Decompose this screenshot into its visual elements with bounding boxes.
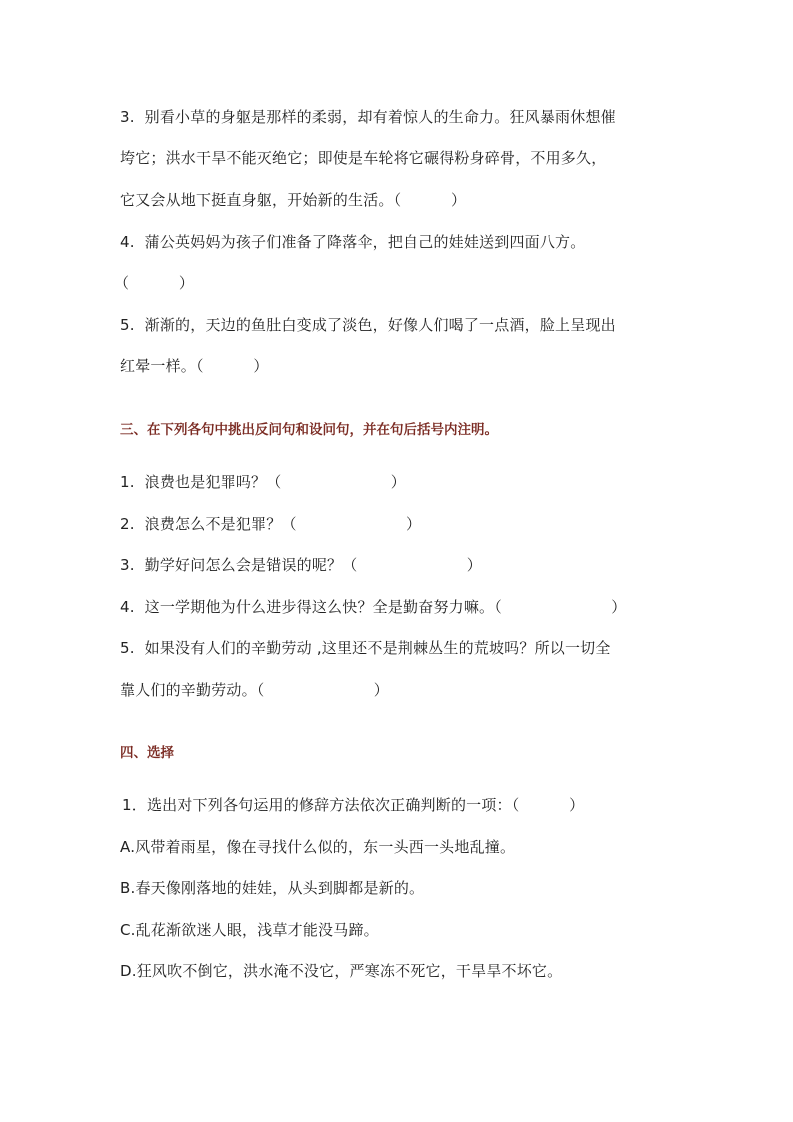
choice-question: 1．选出对下列各句运用的修辞方法依次正确判断的一项：（ ）	[122, 796, 585, 814]
q3-item-5-line-1: 5. 如果没有人们的辛勤劳动 ,这里还不是荆棘丛生的荒坡吗？所以一切全	[120, 639, 611, 657]
q3-item-4: 4. 这一学期他为什么进步得这么快？全是勤奋努力嘛。（ ）	[120, 598, 627, 616]
q3-item-3: 3. 勤学好问怎么会是错误的呢？（ ）	[120, 556, 482, 574]
item-5-line-1: 5. 渐渐的，天边的鱼肚白变成了淡色，好像人们喝了一点酒，脸上呈现出	[120, 316, 616, 334]
item-4-line-1: 4. 蒲公英妈妈为孩子们准备了降落伞，把自己的娃娃送到四面八方。	[120, 233, 586, 251]
option-a: A.风带着雨星，像在寻找什么似的，东一头西一头地乱撞。	[120, 838, 516, 856]
q3-item-2: 2. 浪费怎么不是犯罪？（ ）	[120, 515, 422, 533]
item-3-line-3: 它又会从地下挺直身躯，开始新的生活。（ ）	[120, 191, 467, 209]
section-4-heading: 四、选择	[120, 745, 174, 761]
q3-item-5-line-2: 靠人们的辛勤劳动。（ ）	[120, 681, 389, 699]
option-d: D.狂风吹不倒它，洪水淹不没它，严寒冻不死它，干旱旱不坏它。	[120, 962, 563, 980]
item-3-line-1: 3. 别看小草的身躯是那样的柔弱，却有着惊人的生命力。狂风暴雨休想催	[120, 108, 616, 126]
item-3-line-2: 垮它；洪水干旱不能灭绝它；即使是车轮将它碾得粉身碎骨，不用多久，	[120, 149, 607, 167]
item-5-line-2: 红晕一样。（ ）	[120, 357, 269, 375]
q3-item-1: 1. 浪费也是犯罪吗？（ ）	[120, 473, 406, 491]
option-c: C.乱花渐欲迷人眼，浅草才能没马蹄。	[120, 921, 379, 939]
option-b: B.春天像刚落地的娃娃，从头到脚都是新的。	[120, 879, 425, 897]
item-4-line-2: （ ）	[114, 274, 195, 292]
section-3-heading: 三、在下列各句中挑出反问句和设问句，并在句后括号内注明。	[120, 422, 498, 438]
